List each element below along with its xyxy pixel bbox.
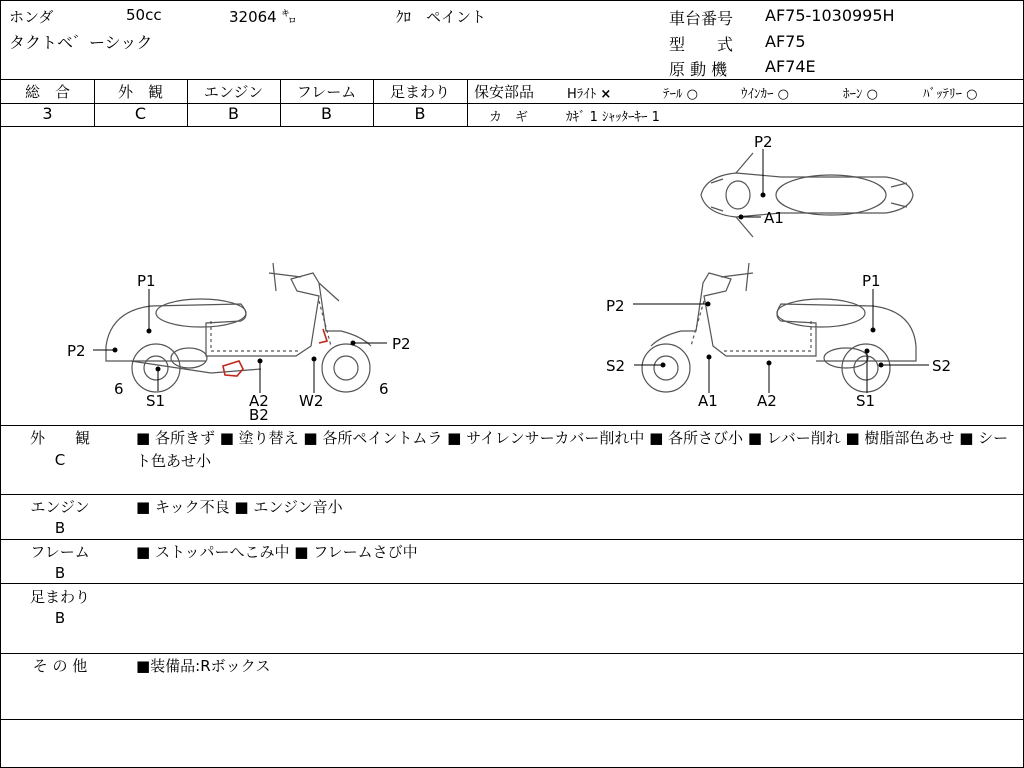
damage-diagram xyxy=(1,127,1023,425)
grade-label-suspension: 足まわり xyxy=(389,83,450,101)
right-label-p1: P1 xyxy=(862,272,881,290)
grade-value-overall: 3 xyxy=(42,104,53,123)
grade-value-suspension: B xyxy=(414,104,426,123)
right-label-s1: S1 xyxy=(856,392,876,410)
grade-label-exterior: 外 観 xyxy=(117,83,163,101)
scooter-top-view-icon xyxy=(701,153,913,237)
defect-cat: エンジン xyxy=(30,498,90,516)
color: ｸﾛ ペイント xyxy=(396,8,487,26)
left-label-p2a: P2 xyxy=(67,342,86,360)
engine-label: 原 動 機 xyxy=(669,60,728,79)
right-label-a1: A1 xyxy=(698,392,718,410)
defect-text: ■ 各所きず ■ 塗り替え ■ 各所ペイントムラ ■ サイレンサーカバー削れ中 ■ 各所さび小 ■ レバー削れ ■ 樹脂部色あせ ■ シート色あせ小 xyxy=(136,429,1009,470)
frame-no-value: AF75-1030995H xyxy=(765,6,895,25)
safety-item-winker: ｳｲﾝｶｰ ○ xyxy=(741,87,789,102)
defect-row-other xyxy=(1,655,1023,717)
defect-text: ■ キック不良 ■ エンジン音小 xyxy=(136,498,343,516)
grade-label-frame: フレーム xyxy=(296,83,357,101)
left-label-s1: S1 xyxy=(146,392,166,410)
left-label-six-b: 6 xyxy=(379,380,389,398)
safety-item-battery: ﾊﾞｯﾃﾘｰ ○ xyxy=(923,87,978,102)
defect-grade: C xyxy=(54,451,66,469)
defect-grade: B xyxy=(54,564,66,582)
left-label-six-a: 6 xyxy=(114,380,124,398)
left-label-p2b: P2 xyxy=(392,335,411,353)
defect-cat: そ の 他 xyxy=(32,657,88,675)
defect-cat: 足まわり xyxy=(29,588,90,606)
left-label-a2: A2 xyxy=(249,392,269,410)
safety-item-headlight: Hﾗｲﾄ × xyxy=(567,87,612,102)
model-name: タクトベ゛ーシック xyxy=(9,33,153,52)
defect-cat: 外 観 xyxy=(29,429,90,447)
grade-value-exterior: C xyxy=(134,104,147,123)
defect-grade: B xyxy=(54,609,66,627)
defect-row-frame xyxy=(1,541,1023,583)
defect-row-suspension xyxy=(1,586,1023,652)
left-label-w2: W2 xyxy=(299,392,324,410)
safety-item-horn: ﾎｰﾝ ○ xyxy=(843,87,878,102)
defect-row-engine xyxy=(1,496,1023,538)
grade-label-overall: 総 合 xyxy=(24,83,70,101)
right-label-p2: P2 xyxy=(606,297,625,315)
grade-value-engine: B xyxy=(228,104,239,123)
maker: ホンダ xyxy=(9,8,54,26)
defect-grade: B xyxy=(54,519,66,537)
grade-label-engine: エンジン xyxy=(203,83,264,101)
safety-title: 保安部品 xyxy=(474,83,535,101)
frame-no-label: 車台番号 xyxy=(669,9,734,28)
key-value: ｶｷﾞ 1 ｼｬｯﾀｰｷｰ 1 xyxy=(566,110,660,125)
defect-text: ■装備品:Rボックス xyxy=(136,657,271,675)
right-label-s2a: S2 xyxy=(606,357,626,375)
key-label: カ ギ xyxy=(489,110,529,125)
top-label-a1: A1 xyxy=(764,209,784,227)
mileage: 32064 ㌔ xyxy=(229,8,297,26)
defect-row-exterior xyxy=(1,427,1023,493)
displacement: 50cc xyxy=(126,6,162,24)
type-value: AF75 xyxy=(765,32,806,51)
damage-marks xyxy=(223,329,327,376)
engine-value: AF74E xyxy=(765,57,816,76)
defect-text: ■ ストッパーへこみ中 ■ フレームさび中 xyxy=(136,543,418,561)
safety-item-tail: ﾃｰﾙ ○ xyxy=(663,87,698,102)
defect-cat: フレーム xyxy=(30,543,90,561)
top-label-p2: P2 xyxy=(754,133,773,151)
type-label: 型 式 xyxy=(669,35,734,54)
left-label-p1: P1 xyxy=(137,272,156,290)
right-label-a2: A2 xyxy=(757,392,777,410)
grade-value-frame: B xyxy=(321,104,332,123)
left-label-b2: B2 xyxy=(249,406,269,424)
right-label-s2b: S2 xyxy=(932,357,952,375)
